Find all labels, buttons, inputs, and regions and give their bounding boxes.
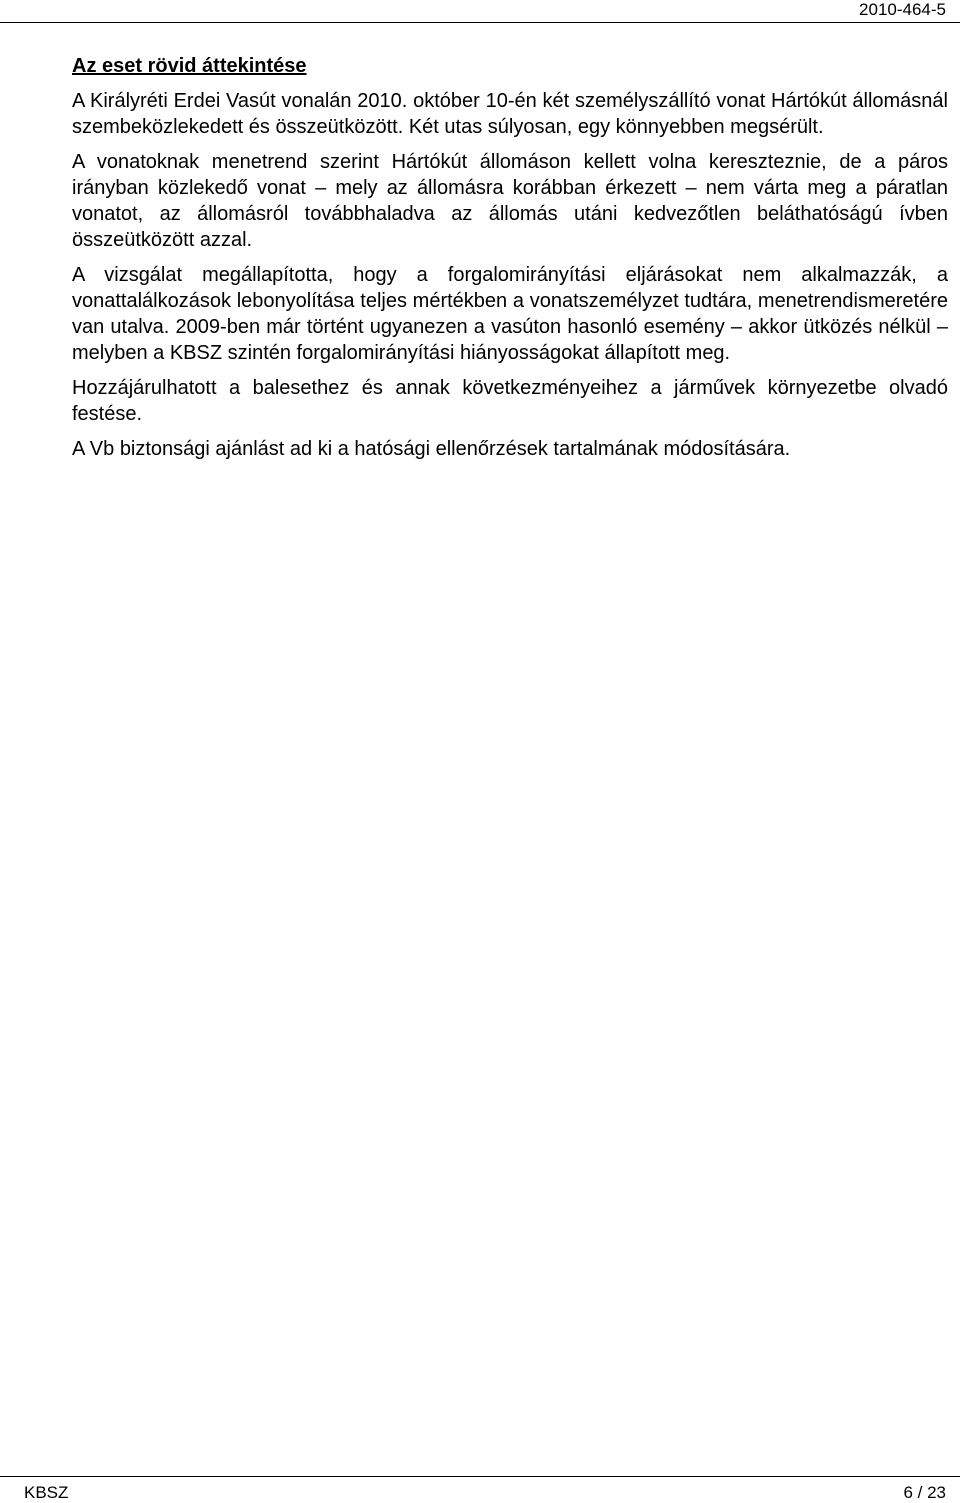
paragraph-recommendation: A Vb biztonsági ajánlást ad ki a hatósági ellenőrzések tartalmának módosítására. bbox=[72, 438, 791, 460]
paragraph-contributing-factor: Hozzájárulhatott a balesethez és annak következményeihez a járművek környezetbe olvadó festése. bbox=[72, 377, 948, 425]
footer-organization: KBSZ bbox=[24, 1483, 69, 1502]
footer-divider bbox=[0, 1476, 960, 1477]
paragraph-crossing: A vonatoknak menetrend szerint Hártókút állomáson kellett volna kereszteznie, de a páros irányban közlekedő vonat – mely az állomásra korábban érkezett – nem várta meg a páratlan vonatot, az állomásról továbbhaladva az állomás utáni kedvezőtlen beláthatóságú ívben összeütközött azzal. bbox=[72, 151, 948, 251]
paragraph-overview: A Királyréti Erdei Vasút vonalán 2010. október 10-én két személyszállító vonat Hártókút állomásnál szembeközlekedett és összeütközött. Két utas súlyosan, egy könnyebben megsérült. bbox=[72, 90, 948, 138]
page-number: 6 / 23 bbox=[903, 1483, 946, 1502]
document-id: 2010-464-5 bbox=[859, 0, 946, 19]
section-title: Az eset rövid áttekintése bbox=[72, 55, 307, 77]
header-divider bbox=[0, 22, 960, 23]
page-content bbox=[72, 51, 948, 471]
paragraph-findings: A vizsgálat megállapította, hogy a forgalomirányítási eljárásokat nem alkalmazzák, a vonattalálkozások lebonyolítása teljes mértékben a vonatszemélyzet tudtára, menetrendismeretére van utalva. 2009-ben már történt ugyanezen a vasúton hasonló esemény – akkor ütközés nélkül – melyben a KBSZ szintén forgalomirányítási hiányosságokat állapított meg. bbox=[72, 264, 948, 364]
